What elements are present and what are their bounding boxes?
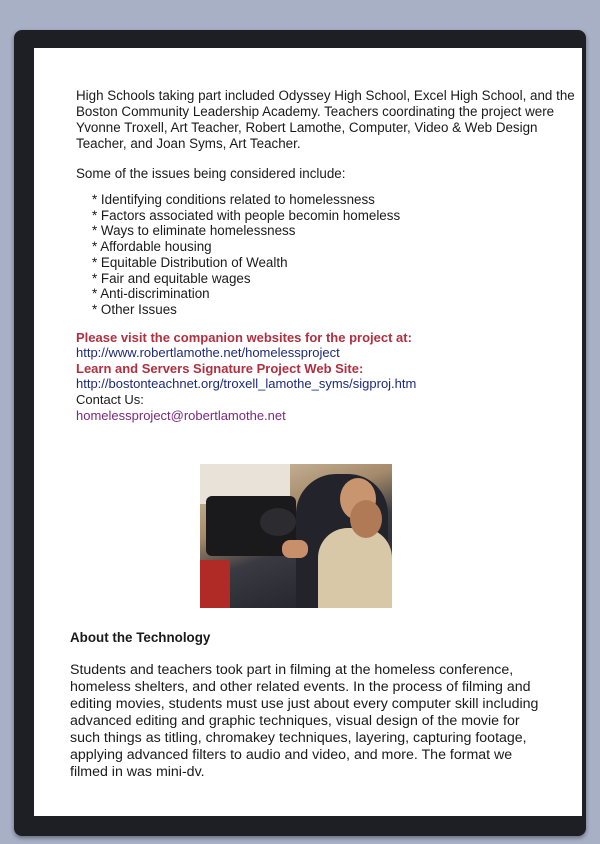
issues-list xyxy=(76,192,576,318)
dvd-insert xyxy=(34,48,582,816)
issue-item: * Identifying conditions related to homelessness xyxy=(92,192,375,207)
signature-heading: Learn and Servers Signature Project Web Site: xyxy=(76,360,364,376)
insert-content xyxy=(76,88,576,423)
signature-website-link[interactable]: http://bostonteachnet.org/troxell_lamothe_syms/sigproj.htm xyxy=(76,376,417,392)
project-website-link[interactable]: http://www.robertlamothe.net/homelessproject xyxy=(76,345,340,361)
about-technology-paragraph: Students and teachers took part in filming at the homeless conference, homeless shelters, and other related events. In the process of filming and editing movies, students must use just about every computer skill including advanced editing and graphic techniques, visual design of the movie for such things as titling, chromakey techniques, layering, capturing footage, applying advanced filters to audio and video, and more. The format we filmed in was mini-dv. xyxy=(70,662,539,780)
intro-paragraph: High Schools taking part included Odyssey High School, Excel High School, and the Boston Community Leadership Academy. Teachers coordinating the project were Yvonne Troxell, Art Teacher, Robert Lamothe, Computer, Video & Web Design Teacher, and Joan Syms, Art Teacher. xyxy=(76,88,575,151)
issue-item: * Affordable housing xyxy=(92,239,212,255)
issues-heading: Some of the issues being considered include: xyxy=(76,166,346,181)
contact-email-link[interactable]: homelessproject@robertlamothe.net xyxy=(76,407,286,423)
issue-item: * Other Issues xyxy=(92,301,177,317)
issue-item: * Equitable Distribution of Wealth xyxy=(92,254,288,270)
links-section xyxy=(76,330,576,424)
issue-item: * Ways to eliminate homelessness xyxy=(92,223,296,239)
contact-label: Contact Us: xyxy=(76,392,144,407)
issue-item: * Anti-discrimination xyxy=(92,286,210,302)
about-technology-heading: About the Technology xyxy=(70,630,211,645)
visit-heading: Please visit the companion websites for the project at: xyxy=(76,329,412,345)
issue-item: * Fair and equitable wages xyxy=(92,270,251,286)
issue-item: * Factors associated with people becomin homeless xyxy=(92,207,401,223)
filming-photo xyxy=(200,464,392,608)
